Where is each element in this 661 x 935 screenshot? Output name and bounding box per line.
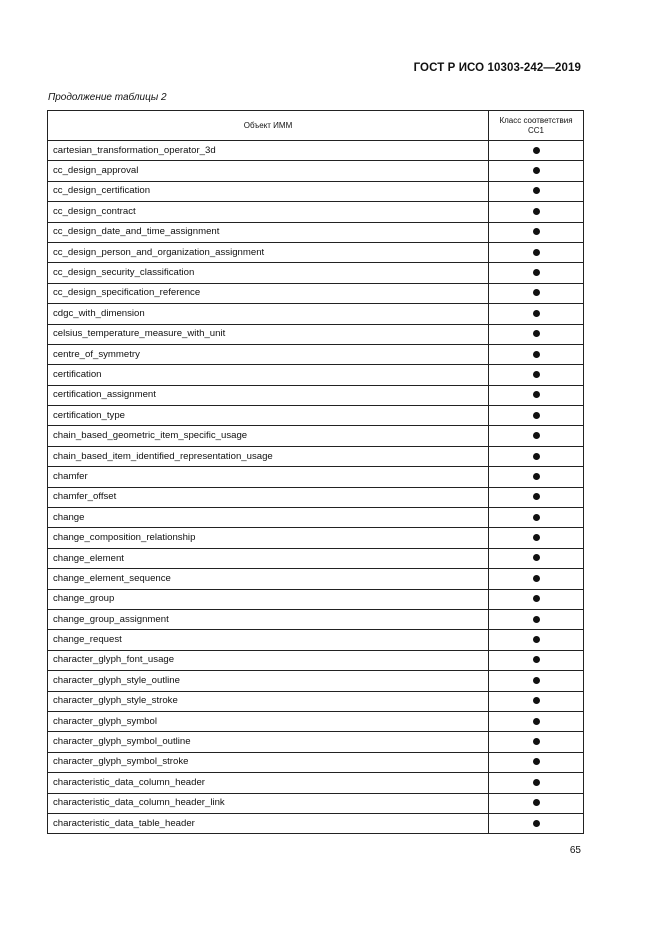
object-name-cell: centre_of_symmetry — [48, 344, 489, 364]
table-row — [48, 732, 584, 752]
table-row — [48, 202, 584, 222]
filled-circle-icon — [533, 820, 540, 827]
page-number: 65 — [569, 845, 581, 856]
table-header-row — [48, 111, 584, 141]
table-row — [48, 324, 584, 344]
object-name-cell: character_glyph_symbol_outline — [48, 732, 489, 752]
table-row — [48, 548, 584, 568]
table-row — [48, 793, 584, 813]
conformance-mark-cell — [489, 304, 584, 324]
table-row — [48, 671, 584, 691]
object-name-cell: chain_based_geometric_item_specific_usage — [48, 426, 489, 446]
object-name-cell: cc_design_date_and_time_assignment — [48, 222, 489, 242]
conformance-mark-cell — [489, 446, 584, 466]
filled-circle-icon — [533, 330, 540, 337]
filled-circle-icon — [533, 779, 540, 786]
filled-circle-icon — [533, 228, 540, 235]
filled-circle-icon — [533, 697, 540, 704]
object-name-cell: change — [48, 508, 489, 528]
conformance-mark-cell — [489, 793, 584, 813]
conformance-mark-cell — [489, 813, 584, 833]
conformance-table — [47, 110, 584, 834]
conformance-mark-cell — [489, 344, 584, 364]
filled-circle-icon — [533, 616, 540, 623]
table-row — [48, 283, 584, 303]
conformance-mark-cell — [489, 222, 584, 242]
filled-circle-icon — [533, 432, 540, 439]
filled-circle-icon — [533, 473, 540, 480]
conformance-mark-cell — [489, 242, 584, 262]
conformance-mark-cell — [489, 508, 584, 528]
table-caption: Продолжение таблицы 2 — [48, 92, 167, 103]
object-name-cell: cc_design_contract — [48, 202, 489, 222]
object-name-cell: cc_design_security_classification — [48, 263, 489, 283]
conformance-mark-cell — [489, 202, 584, 222]
filled-circle-icon — [533, 514, 540, 521]
table-row — [48, 813, 584, 833]
conformance-mark-cell — [489, 385, 584, 405]
filled-circle-icon — [533, 249, 540, 256]
filled-circle-icon — [533, 799, 540, 806]
column-header-class-line2: СС1 — [527, 125, 544, 135]
filled-circle-icon — [533, 371, 540, 378]
conformance-mark-cell — [489, 711, 584, 731]
filled-circle-icon — [533, 534, 540, 541]
object-name-cell: cdgc_with_dimension — [48, 304, 489, 324]
table-row — [48, 406, 584, 426]
object-name-cell: chamfer_offset — [48, 487, 489, 507]
object-name-cell: cc_design_certification — [48, 181, 489, 201]
table-row — [48, 365, 584, 385]
column-header-class — [489, 111, 584, 141]
filled-circle-icon — [533, 636, 540, 643]
table-row — [48, 181, 584, 201]
object-name-cell: cartesian_transformation_operator_3d — [48, 141, 489, 161]
filled-circle-icon — [533, 310, 540, 317]
object-name-cell: certification_type — [48, 406, 489, 426]
object-name-cell: certification — [48, 365, 489, 385]
filled-circle-icon — [533, 147, 540, 154]
conformance-mark-cell — [489, 569, 584, 589]
table-row — [48, 426, 584, 446]
filled-circle-icon — [533, 453, 540, 460]
conformance-mark-cell — [489, 365, 584, 385]
object-name-cell: change_element_sequence — [48, 569, 489, 589]
object-name-cell: character_glyph_symbol — [48, 711, 489, 731]
table-row — [48, 304, 584, 324]
conformance-mark-cell — [489, 426, 584, 446]
object-name-cell: change_element — [48, 548, 489, 568]
column-header-class-line1: Класс соответствия — [499, 115, 573, 125]
filled-circle-icon — [533, 738, 540, 745]
filled-circle-icon — [533, 718, 540, 725]
object-name-cell: character_glyph_symbol_stroke — [48, 752, 489, 772]
object-name-cell: change_group — [48, 589, 489, 609]
conformance-mark-cell — [489, 650, 584, 670]
filled-circle-icon — [533, 656, 540, 663]
column-header-object-label: Объект ИММ — [243, 120, 293, 130]
filled-circle-icon — [533, 269, 540, 276]
table-row — [48, 609, 584, 629]
object-name-cell: chamfer — [48, 467, 489, 487]
conformance-mark-cell — [489, 548, 584, 568]
object-name-cell: celsius_temperature_measure_with_unit — [48, 324, 489, 344]
filled-circle-icon — [533, 208, 540, 215]
table-row — [48, 752, 584, 772]
filled-circle-icon — [533, 677, 540, 684]
document-standard-header: ГОСТ Р ИСО 10303-242—2019 — [413, 62, 581, 74]
table-row — [48, 242, 584, 262]
object-name-cell: cc_design_approval — [48, 161, 489, 181]
table-row — [48, 589, 584, 609]
object-name-cell: cc_design_person_and_organization_assignment — [48, 242, 489, 262]
table-row — [48, 630, 584, 650]
table-row — [48, 467, 584, 487]
table-row — [48, 263, 584, 283]
filled-circle-icon — [533, 167, 540, 174]
table-row — [48, 385, 584, 405]
filled-circle-icon — [533, 412, 540, 419]
conformance-mark-cell — [489, 263, 584, 283]
filled-circle-icon — [533, 595, 540, 602]
filled-circle-icon — [533, 554, 540, 561]
object-name-cell: cc_design_specification_reference — [48, 283, 489, 303]
conformance-mark-cell — [489, 528, 584, 548]
object-name-cell: change_composition_relationship — [48, 528, 489, 548]
conformance-mark-cell — [489, 141, 584, 161]
conformance-mark-cell — [489, 752, 584, 772]
table-row — [48, 141, 584, 161]
object-name-cell: characteristic_data_column_header_link — [48, 793, 489, 813]
object-name-cell: chain_based_item_identified_representation_usage — [48, 446, 489, 466]
table-row — [48, 528, 584, 548]
table-row — [48, 691, 584, 711]
table-row — [48, 344, 584, 364]
table-row — [48, 446, 584, 466]
filled-circle-icon — [533, 493, 540, 500]
conformance-mark-cell — [489, 671, 584, 691]
conformance-mark-cell — [489, 283, 584, 303]
filled-circle-icon — [533, 391, 540, 398]
conformance-mark-cell — [489, 630, 584, 650]
object-name-cell: character_glyph_style_outline — [48, 671, 489, 691]
conformance-mark-cell — [489, 589, 584, 609]
table-row — [48, 222, 584, 242]
object-name-cell: characteristic_data_table_header — [48, 813, 489, 833]
filled-circle-icon — [533, 758, 540, 765]
conformance-mark-cell — [489, 487, 584, 507]
conformance-mark-cell — [489, 406, 584, 426]
filled-circle-icon — [533, 575, 540, 582]
filled-circle-icon — [533, 289, 540, 296]
object-name-cell: change_group_assignment — [48, 609, 489, 629]
conformance-mark-cell — [489, 732, 584, 752]
table-row — [48, 711, 584, 731]
conformance-mark-cell — [489, 691, 584, 711]
object-name-cell: character_glyph_font_usage — [48, 650, 489, 670]
table-row — [48, 487, 584, 507]
table-row — [48, 773, 584, 793]
object-name-cell: character_glyph_style_stroke — [48, 691, 489, 711]
conformance-mark-cell — [489, 181, 584, 201]
table-body — [48, 141, 584, 834]
conformance-mark-cell — [489, 324, 584, 344]
conformance-mark-cell — [489, 773, 584, 793]
object-name-cell: characteristic_data_column_header — [48, 773, 489, 793]
conformance-mark-cell — [489, 467, 584, 487]
conformance-mark-cell — [489, 161, 584, 181]
column-header-object — [48, 111, 489, 141]
table-row — [48, 508, 584, 528]
object-name-cell: certification_assignment — [48, 385, 489, 405]
filled-circle-icon — [533, 351, 540, 358]
table-row — [48, 569, 584, 589]
object-name-cell: change_request — [48, 630, 489, 650]
table-row — [48, 650, 584, 670]
filled-circle-icon — [533, 187, 540, 194]
table-row — [48, 161, 584, 181]
conformance-mark-cell — [489, 609, 584, 629]
